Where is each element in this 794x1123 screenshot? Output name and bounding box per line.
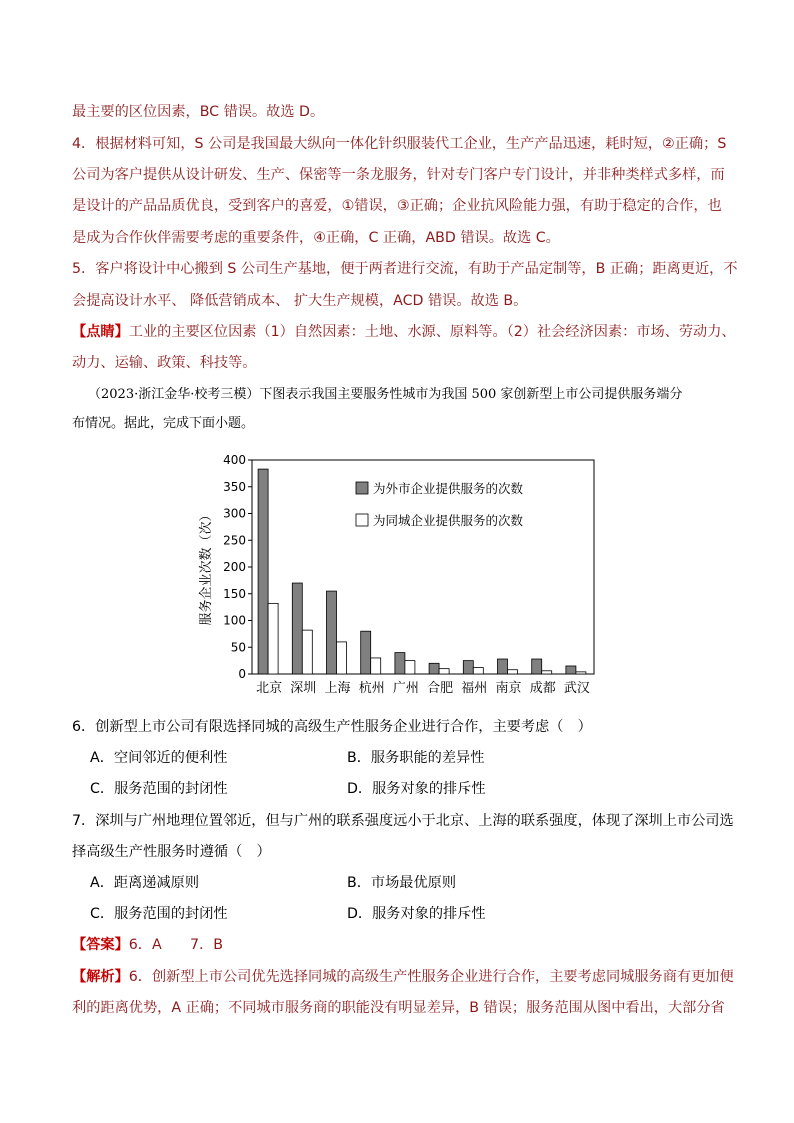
text-line: 公司为客户提供从设计研发、生产、保密等一条龙服务，针对专门客户专门设计，并非种类样式多样，而 [72, 167, 725, 183]
bar-chart [190, 450, 620, 700]
bar-outside-city [327, 591, 337, 674]
y-tick-label: 0 [238, 667, 246, 681]
legend-label: 为外市企业提供服务的次数 [373, 481, 524, 496]
y-tick-label: 50 [230, 640, 246, 655]
answer-tag: 【答案】 [72, 937, 129, 953]
y-tick-label: 350 [223, 479, 246, 494]
x-tick-label: 杭州 [358, 681, 385, 696]
bar-same-city [268, 603, 278, 674]
q6-option-b: B．服务职能的差异性 [347, 750, 485, 766]
bar-same-city [302, 630, 312, 674]
bar-same-city [439, 669, 449, 674]
x-tick-label: 福州 [461, 681, 488, 696]
question-6: 6．创新型上市公司有限选择同城的高级生产性服务企业进行合作，主要考虑（ ） [72, 719, 592, 735]
x-tick-label: 广州 [392, 681, 419, 696]
bar-outside-city [395, 653, 405, 674]
q6-option-d: D．服务对象的排斥性 [347, 781, 486, 797]
text-line: 4．根据材料可知，S 公司是我国最大纵向一体化针织服装代工企业，生产产品迅速，耗时短，②正确；S [72, 136, 727, 152]
bar-outside-city [361, 631, 371, 674]
q7-option-c: C．服务范围的封闭性 [90, 906, 228, 922]
y-tick-label: 150 [223, 586, 246, 601]
text-line: 是设计的产品品质优良，受到客户的喜爱，①错误，③正确；企业抗风险能力强，有助于稳定的合作，也 [72, 198, 722, 214]
q7-option-d: D．服务对象的排斥性 [347, 906, 486, 922]
bar-outside-city [429, 663, 439, 674]
bar-outside-city [566, 666, 576, 674]
answer-line [72, 935, 223, 955]
question-7-cont: 择高级生产性服务时遵循（ ） [72, 844, 271, 860]
x-tick-label: 北京 [256, 681, 283, 696]
key-point-text: 工业的主要区位因素（1）自然因素：土地、水源、原料等。（2）社会经济因素：市场、劳动力、 [128, 324, 736, 340]
y-tick-label: 200 [223, 560, 246, 574]
key-point-tag: 【点睛】 [72, 324, 129, 340]
bar-outside-city [532, 659, 542, 674]
material-intro: 布情况。据此，完成下面小题。 [72, 416, 255, 431]
bar-same-city [371, 658, 381, 674]
y-tick-label: 100 [223, 613, 246, 628]
y-axis-label: 服务企业次数（次） [199, 508, 214, 626]
bar-outside-city [258, 469, 268, 674]
legend-swatch [356, 514, 368, 526]
q7-option-a: A．距离递减原则 [90, 875, 200, 891]
x-tick-label: 上海 [324, 681, 351, 696]
material-intro: （2023·浙江金华·校考三模）下图表示我国主要服务性城市为我国 500 家创新型上市公司提供服务端分 [88, 387, 683, 402]
x-tick-label: 深圳 [290, 681, 317, 696]
question-7: 7．深圳与广州地理位置邻近，但与广州的联系强度远小于北京、上海的联系强度，体现了深圳上市公司选 [72, 813, 734, 829]
analysis-line [72, 967, 734, 987]
analysis-line: 利的距离优势，A 正确；不同城市服务商的职能没有明显差异，B 错误；服务范围从图中看出，大部分省 [72, 1000, 725, 1016]
x-tick-label: 合肥 [427, 681, 454, 696]
legend-swatch [356, 482, 368, 494]
analysis-text: 6．创新型上市公司优先选择同城的高级生产性服务企业进行合作，主要考虑同城服务商有更加便 [128, 969, 734, 985]
bar-outside-city [463, 661, 473, 674]
text-line: 会提高设计水平、 降低营销成本、 扩大生产规模，ACD 错误。故选 B。 [72, 293, 528, 309]
x-tick-label: 成都 [529, 681, 556, 696]
legend-label: 为同城企业提供服务的次数 [373, 513, 524, 528]
y-tick-label: 400 [223, 453, 246, 467]
bar-same-city [337, 642, 347, 674]
bar-same-city [405, 661, 415, 674]
text-line: 是成为合作伙伴需要考虑的重要条件，④正确，C 正确，ABD 错误。故选 C。 [72, 230, 560, 246]
bar-outside-city [498, 659, 508, 674]
q6-option-c: C．服务范围的封闭性 [90, 781, 228, 797]
q7-option-b: B．市场最优原则 [347, 875, 457, 891]
q6-option-a: A．空间邻近的便利性 [90, 750, 228, 766]
text-line: 5．客户将设计中心搬到 S 公司生产基地，便于两者进行交流，有助于产品定制等，B 正确；距离更近，不 [72, 261, 738, 277]
answer-text: 6．A 7．B [128, 937, 224, 953]
bar-same-city [473, 668, 483, 674]
y-tick-label: 300 [223, 506, 246, 521]
bar-same-city [508, 670, 518, 674]
bar-same-city [542, 671, 552, 674]
y-tick-label: 250 [223, 533, 246, 548]
bar-same-city [576, 672, 586, 674]
text-line: 动力、运输、政策、科技等。 [72, 355, 257, 371]
key-point [72, 322, 736, 342]
x-tick-label: 武汉 [563, 681, 590, 696]
bar-outside-city [292, 583, 302, 674]
x-tick-label: 南京 [495, 681, 522, 696]
text-line: 最主要的区位因素，BC 错误。故选 D。 [72, 104, 325, 120]
analysis-tag: 【解析】 [72, 969, 129, 985]
